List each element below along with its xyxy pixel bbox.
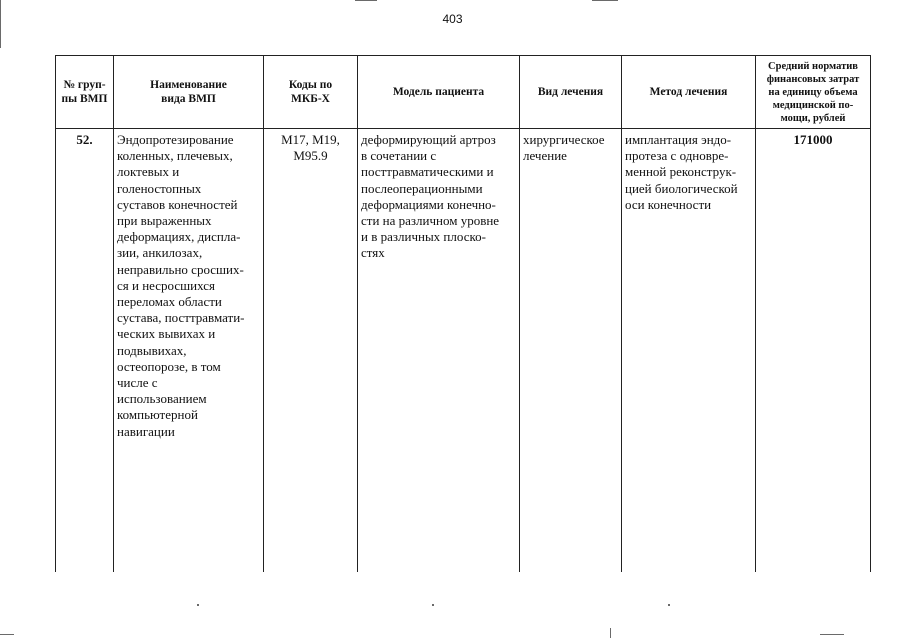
header-patient-model: Модель пациента xyxy=(358,56,520,129)
cell-average-cost: 171000 xyxy=(756,129,871,573)
scan-edge-mark xyxy=(820,634,844,635)
cell-patient-model: деформирующий артроз в сочетании с посттравматическими и послеоперационными деформациями конечно- сти на различном уровне и в различных плоско- стях xyxy=(358,129,520,573)
header-average-cost: Средний норматив финансовых затрат на единицу объема медицинской по- мощи, рублей xyxy=(756,56,871,129)
scan-edge-mark xyxy=(610,628,611,638)
scan-edge-mark xyxy=(197,604,199,606)
header-vmp-name: Наименование вида ВМП xyxy=(114,56,264,129)
header-group-number: № груп- пы ВМП xyxy=(56,56,114,129)
header-treatment-type: Вид лечения xyxy=(520,56,622,129)
cell-icd-codes: M17, M19, M95.9 xyxy=(264,129,358,573)
scan-edge-mark xyxy=(432,604,434,606)
cell-treatment-method: имплантация эндо- протеза с одновре- менной реконструк- цией биологической оси конечности xyxy=(622,129,756,573)
page-number: 403 xyxy=(442,12,463,26)
table-row xyxy=(56,129,871,573)
scan-edge-mark xyxy=(592,0,618,1)
table-header-row xyxy=(56,56,871,129)
cell-group-number: 52. xyxy=(56,129,114,573)
header-icd-codes: Коды по МКБ-Х xyxy=(264,56,358,129)
cell-vmp-name: Эндопротезирование коленных, плечевых, локтевых и голеностопных суставов конечностей при выраженных деформациях, диспла- зии, анкилозах, неправильно сросших- ся и несросшихся переломах области сустава, посттравмати- ческих вывихах и подвывихах, остеопорозе, в том числе с использованием компьютерной навигации xyxy=(114,129,264,573)
scan-edge-mark xyxy=(0,634,14,635)
vmp-table xyxy=(55,55,871,572)
scan-edge-mark xyxy=(355,0,377,1)
scan-edge-mark xyxy=(668,604,670,606)
header-treatment-method: Метод лечения xyxy=(622,56,756,129)
cell-treatment-type: хирургическое лечение xyxy=(520,129,622,573)
